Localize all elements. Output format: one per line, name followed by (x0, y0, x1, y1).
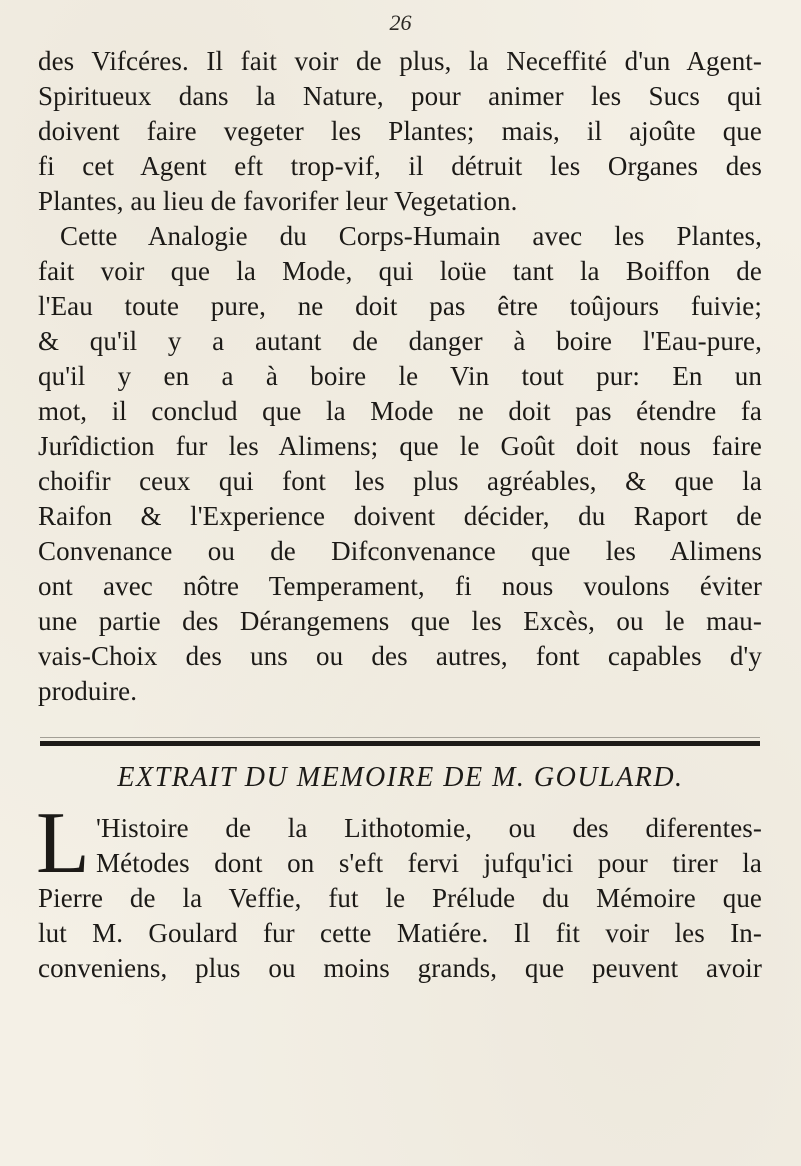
page-number: 26 (389, 10, 412, 35)
text-line: Jurîdiction fur les Alimens; que le Goût doit nous faire (38, 431, 762, 461)
text-line: l'Eau toute pure, ne doit pas être toûjours fuivie; (38, 291, 762, 321)
text-line: Raifon & l'Experience doivent décider, du Raport de (38, 501, 762, 531)
text-line: fait voir que la Mode, qui loüe tant la Boiffon de (38, 256, 762, 286)
text-line: ont avec nôtre Temperament, fi nous voulons éviter (38, 571, 762, 601)
divider-rule (40, 741, 760, 746)
text-line: doivent faire vegeter les Plantes; mais, il ajoûte que (38, 116, 762, 146)
text-line: qu'il y en a à boire le Vin tout pur: En un (38, 361, 762, 391)
text-line: mot, il conclud que la Mode ne doit pas étendre fa (38, 396, 762, 426)
text-line: conveniens, plus ou moins grands, que peuvent avoir (38, 953, 762, 983)
text-line: produire. (38, 676, 138, 706)
text-line: Pierre de la Veffie, fut le Prélude du Mémoire que (38, 883, 762, 913)
text-line: 'Histoire de la Lithotomie, ou des diferentes- (96, 813, 762, 843)
text-line: lut M. Goulard fur cette Matiére. Il fit voir les In- (38, 918, 762, 948)
text-line: choifir ceux qui font les plus agréables, & que la (38, 466, 762, 496)
divider-thin (40, 737, 760, 738)
text-line: fi cet Agent eft trop-vif, il détruit les Organes des (38, 151, 762, 181)
text-line: Métodes dont on s'eft fervi jufqu'ici pour tirer la (96, 848, 762, 878)
text-line: & qu'il y a autant de danger à boire l'Eau-pure, (38, 326, 762, 356)
drop-cap: L (36, 795, 90, 892)
text-line: Convenance ou de Difconvenance que les Alimens (38, 536, 762, 566)
text-line: Cette Analogie du Corps-Humain avec les Plantes, (60, 221, 762, 251)
text-line: vais-Choix des uns ou des autres, font capables d'y (38, 641, 762, 671)
section-heading: EXTRAIT DU MEMOIRE DE M. GOULARD. (117, 762, 684, 793)
text-line: Plantes, au lieu de favorifer leur Vegetation. (38, 186, 518, 216)
text-line: Spiritueux dans la Nature, pour animer les Sucs qui (38, 81, 762, 111)
text-line: une partie des Dérangemens que les Excès, ou le mau- (38, 606, 762, 636)
text-line: des Vifcéres. Il fait voir de plus, la Neceffité d'un Agent- (38, 46, 762, 76)
